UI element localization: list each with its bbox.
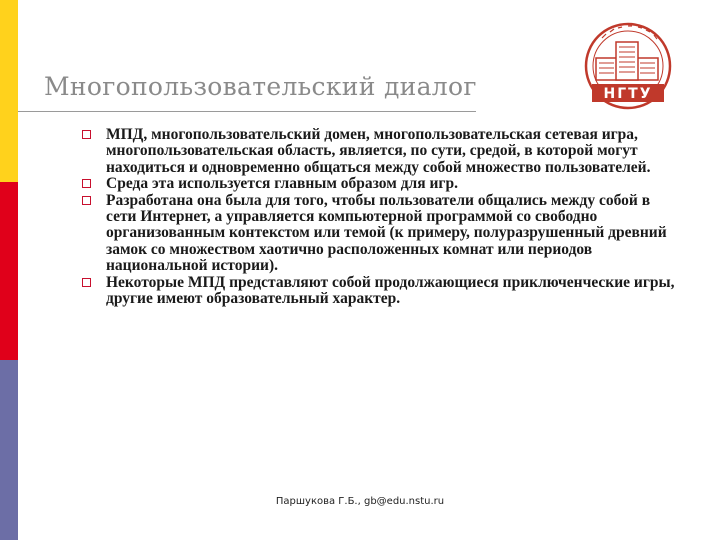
bullet-text: МПД, многопользовательский домен, многопользовательская сетевая игра, многопользовательская область, является, по сути, средой, в которой могут находиться и одновременно общаться между собой множество пользователей. [106, 126, 651, 176]
side-stripe-red [0, 182, 18, 360]
title-divider [18, 111, 476, 112]
bullet-text: Среда эта используется главным образом для игр. [106, 175, 458, 193]
side-stripe-yellow [0, 0, 18, 182]
list-item [82, 176, 682, 192]
svg-text:НГТУ: НГТУ [603, 86, 653, 102]
list-item [82, 193, 682, 275]
slide-footer: Паршукова Г.Б., gb@edu.nstu.ru [275, 496, 445, 507]
side-stripe-purple [0, 360, 18, 540]
bullet-text: Разработана она была для того, чтобы пользователи общались между собой в сети Интернет, а управляется компьютерной программой со свободно организованным контекстом или темой (к примеру, полуразрушенный древний замок со множеством хаотично расположенных комнат или периодов национальной истории). [106, 191, 667, 275]
list-item [82, 275, 682, 308]
square-bullet-icon [82, 130, 91, 139]
square-bullet-icon [82, 278, 91, 287]
square-bullet-icon [82, 196, 91, 205]
square-bullet-icon [82, 179, 91, 188]
slide-title: Многопользовательский диалог [44, 72, 477, 101]
bullet-list [82, 127, 682, 307]
university-logo-icon [572, 20, 688, 116]
list-item [82, 127, 682, 176]
bullet-text: Некоторые МПД представляют собой продолжающиеся приключенческие игры, другие имеют образовательный характер. [106, 273, 675, 308]
